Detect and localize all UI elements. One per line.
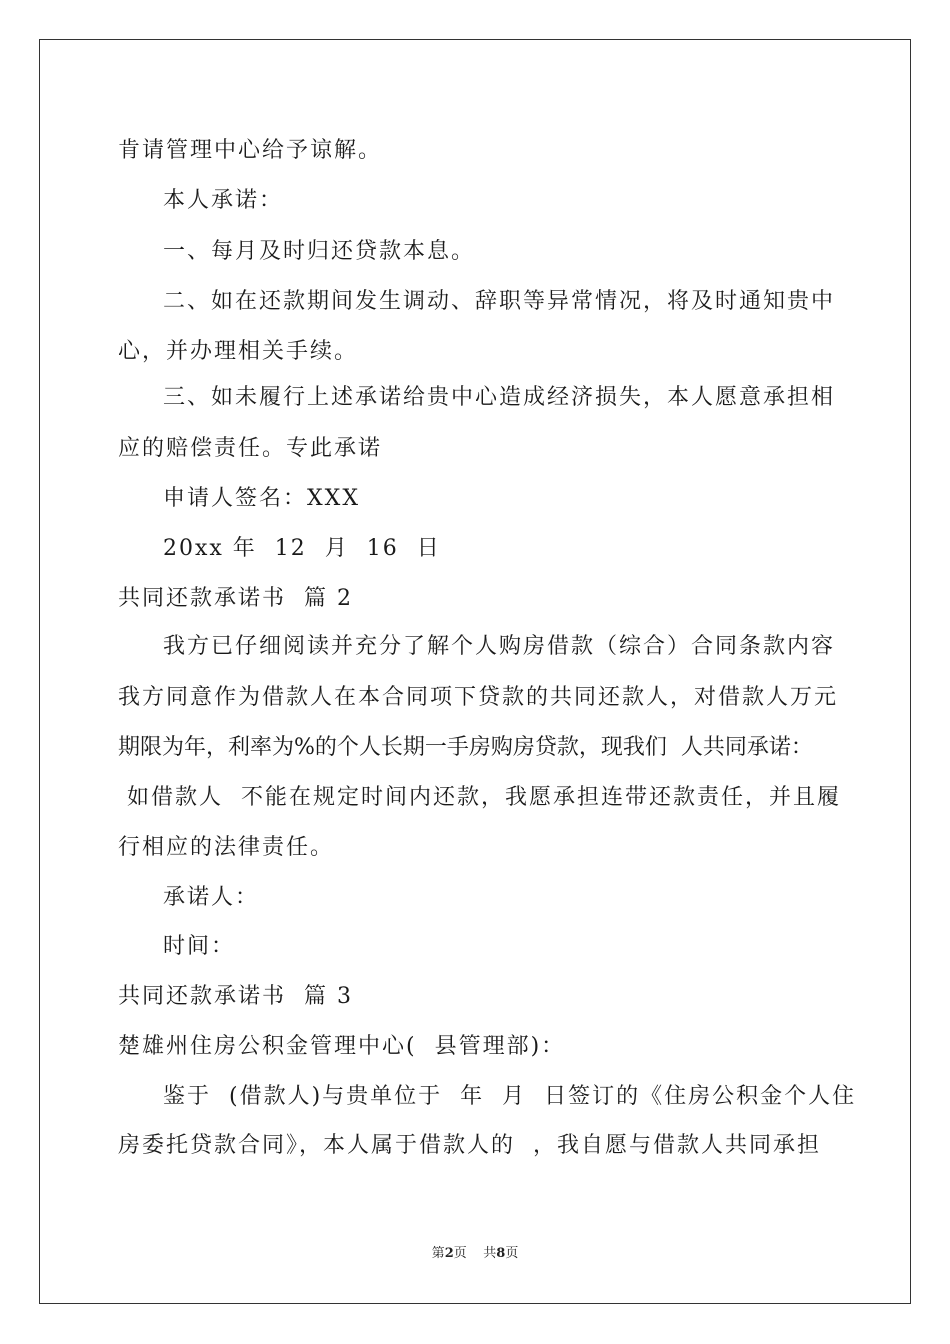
text-line: 我方同意作为借款人在本合同项下贷款的共同还款人，对借款人万元: [118, 685, 839, 710]
page-border: [39, 39, 911, 1304]
text-line: 承诺人：: [163, 885, 260, 910]
text-line: 鉴于 (借款人)与贵单位于 年 月 日签订的《住房公积金个人住: [163, 1084, 857, 1109]
text-line: 时间：: [163, 934, 236, 959]
page-suffix: 页: [505, 1246, 519, 1261]
text-line: 肯请管理中心给予谅解。: [118, 138, 383, 163]
text-line: 房委托贷款合同》，本人属于借款人的 ，我自愿与借款人共同承担: [118, 1133, 821, 1158]
signature-line: 申请人签名：XXX: [163, 486, 360, 511]
text-line: 心，并办理相关手续。: [118, 339, 359, 364]
page-footer: [0, 1245, 950, 1263]
page-mid: 页 共: [453, 1246, 497, 1261]
section-heading: 共同还款承诺书 篇 2: [118, 586, 353, 611]
text-line: 应的赔偿责任。专此承诺: [118, 436, 383, 461]
page-prefix: 第: [431, 1246, 445, 1261]
text-line: 一、每月及时归还贷款本息。: [163, 239, 476, 264]
date-line: 20xx 年 12 月 16 日: [163, 536, 441, 561]
text-line: 期限为年，利率为%的个人长期一手房购房贷款，现我们 人共同承诺：: [118, 735, 813, 760]
page-current: 2: [444, 1246, 454, 1261]
section-heading: 共同还款承诺书 篇 3: [118, 984, 353, 1009]
text-line: 三、如未履行上述承诺给贵中心造成经济损失，本人愿意承担相: [163, 385, 836, 410]
page-total: 8: [496, 1246, 506, 1261]
text-line: 楚雄州住房公积金管理中心( 县管理部)：: [118, 1034, 566, 1059]
text-line: 本人承诺：: [163, 188, 284, 213]
text-line: 我方已仔细阅读并充分了解个人购房借款（综合）合同条款内容: [163, 634, 836, 659]
text-line: 行相应的法律责任。: [118, 835, 335, 860]
text-line: 如借款人 不能在规定时间内还款，我愿承担连带还款责任，并且履: [118, 785, 841, 810]
text-line: 二、如在还款期间发生调动、辞职等异常情况，将及时通知贵中: [163, 289, 836, 314]
